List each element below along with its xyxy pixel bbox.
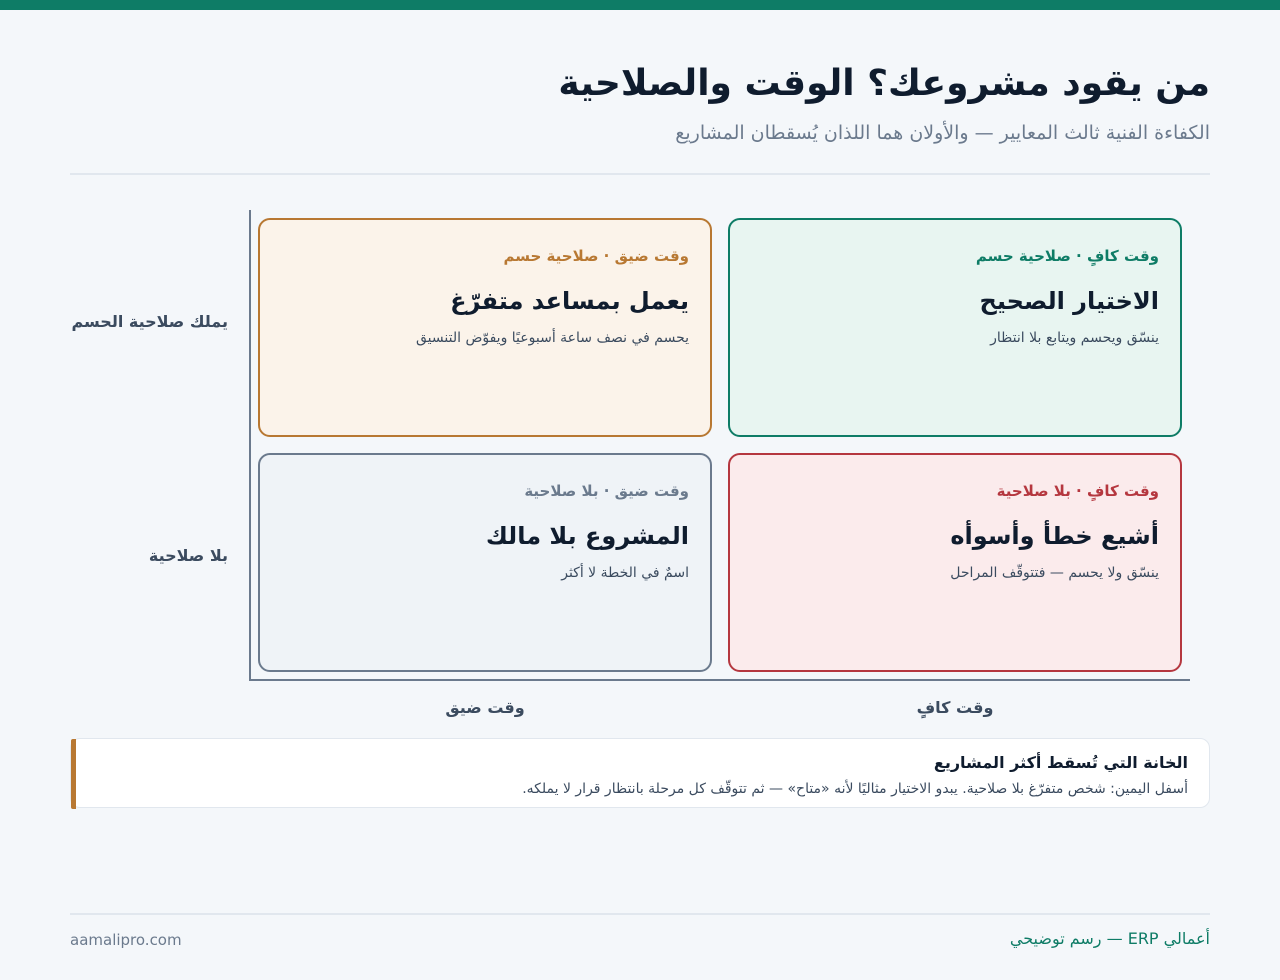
vertical-axis <box>249 210 251 681</box>
quadrant-description: ينسّق ولا يحسم — فتتوقّف المراحل <box>950 565 1159 581</box>
quadrant-description: ينسّق ويحسم ويتابع بلا انتظار <box>990 330 1159 346</box>
quadrant-tight-time-authority <box>258 218 712 437</box>
quadrant-title: أشيع خطأ وأسوأه <box>950 522 1159 550</box>
row-label-no-authority: بلا صلاحية <box>148 546 228 565</box>
quadrant-tight-time-no-authority <box>258 453 712 672</box>
row-label-authority: يملك صلاحية الحسم <box>71 312 228 331</box>
quadrant-tag: وقت ضيق · بلا صلاحية <box>524 482 689 500</box>
header-divider <box>70 173 1210 175</box>
quadrant-enough-time-no-authority <box>728 453 1182 672</box>
footer-divider <box>70 913 1210 915</box>
callout-text: أسفل اليمين: شخص متفرّغ بلا صلاحية. يبدو الاختيار مثاليًا لأنه «متاح» — ثم تتوقّف كل مرحلة بانتظار قرار لا يملكه. <box>522 781 1188 797</box>
quadrant-tag: وقت كافٍ · صلاحية حسم <box>975 247 1159 265</box>
header <box>70 62 1210 146</box>
column-label-enough-time: وقت كافٍ <box>916 698 994 717</box>
quadrant-title: الاختيار الصحيح <box>979 287 1159 315</box>
callout-accent-bar <box>71 739 76 809</box>
top-accent-bar <box>0 0 1280 10</box>
column-label-tight-time: وقت ضيق <box>445 698 525 717</box>
horizontal-axis <box>249 679 1190 681</box>
quadrant-enough-time-authority <box>728 218 1182 437</box>
footer-brand: أعمالي ERP — رسم توضيحي <box>1009 929 1210 948</box>
callout-box <box>70 738 1210 808</box>
callout-title: الخانة التي تُسقط أكثر المشاريع <box>933 753 1188 772</box>
quadrant-title: يعمل بمساعد متفرّغ <box>450 287 689 315</box>
quadrant-description: اسمٌ في الخطة لا أكثر <box>561 565 689 581</box>
quadrant-description: يحسم في نصف ساعة أسبوعيًا ويفوّض التنسيق <box>416 330 689 346</box>
quadrant-tag: وقت كافٍ · بلا صلاحية <box>996 482 1159 500</box>
page-subtitle: الكفاءة الفنية ثالث المعايير — والأولان هما اللذان يُسقطان المشاريع <box>675 122 1210 144</box>
quadrant-tag: وقت ضيق · صلاحية حسم <box>503 247 689 265</box>
quadrant-title: المشروع بلا مالك <box>485 522 689 550</box>
page-title: من يقود مشروعك؟ الوقت والصلاحية <box>558 63 1210 104</box>
footer-site-link[interactable]: aamalipro.com <box>70 931 182 949</box>
